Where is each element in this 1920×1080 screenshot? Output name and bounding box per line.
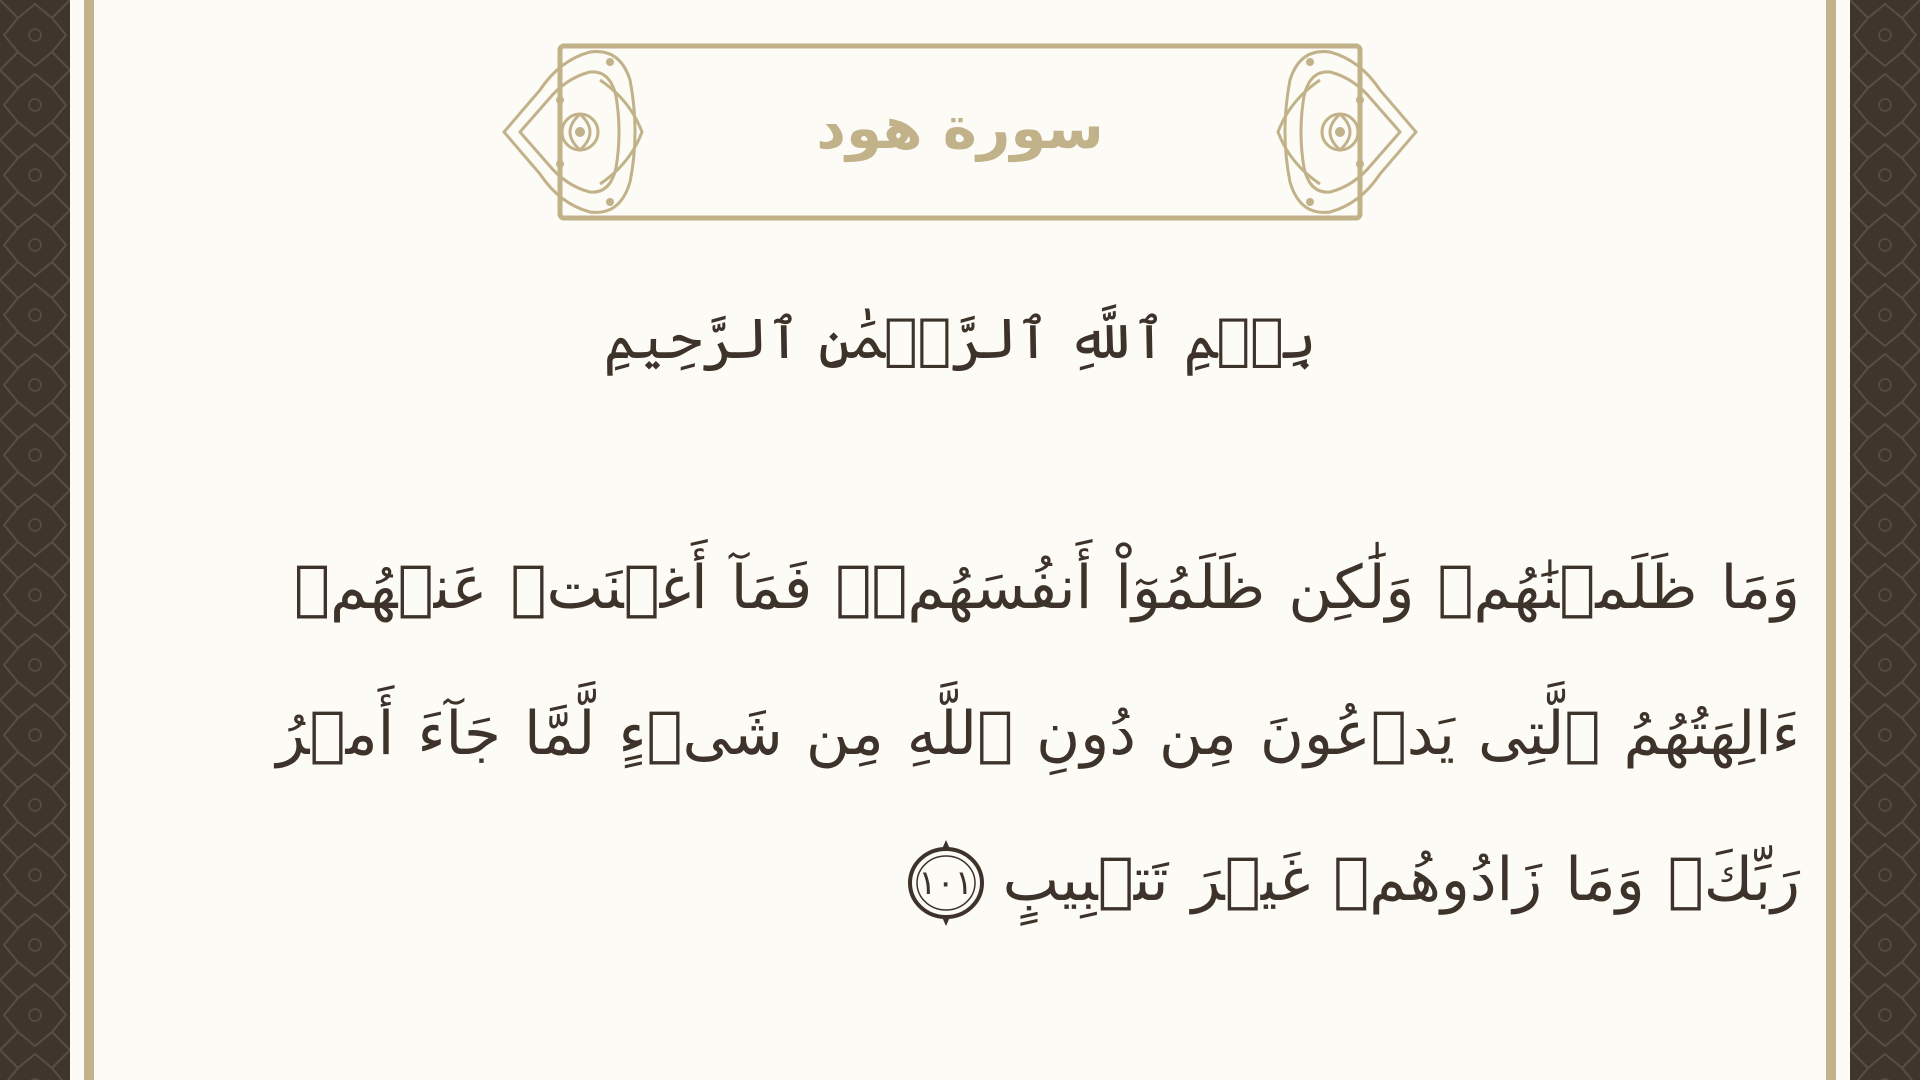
surah-title: سورة هود xyxy=(816,94,1104,162)
surah-title-cartouche xyxy=(500,40,1420,230)
right-frame-line xyxy=(1826,0,1836,1080)
basmala: بِسۡمِ ٱللَّهِ ٱلرَّحۡمَٰنِ ٱلرَّحِيمِ xyxy=(603,307,1317,372)
verse-number: ١٠١ xyxy=(918,863,973,904)
verse-number-marker xyxy=(903,838,989,928)
right-decorative-border xyxy=(1850,0,1920,1080)
left-frame-line xyxy=(84,0,94,1080)
left-decorative-border xyxy=(0,0,70,1080)
verse-text: وَمَا ظَلَمۡنَٰهُمۡ وَلَٰكِن ظَلَمُوٓاْ أَنفُسَهُمۡۖ فَمَآ أَغۡنَتۡ عَنۡهُمۡ ءَالِهَتُهُمُ ٱلَّتِى يَدۡعُونَ مِن دُونِ ٱللَّهِ مِن شَىۡءٍ لَّمَّا جَآءَ أَمۡرُ رَبِّكَۖ وَمَا زَادُوهُمۡ غَيۡرَ تَتۡبِيبٍ xyxy=(276,553,1800,915)
verse-block xyxy=(150,515,1800,953)
